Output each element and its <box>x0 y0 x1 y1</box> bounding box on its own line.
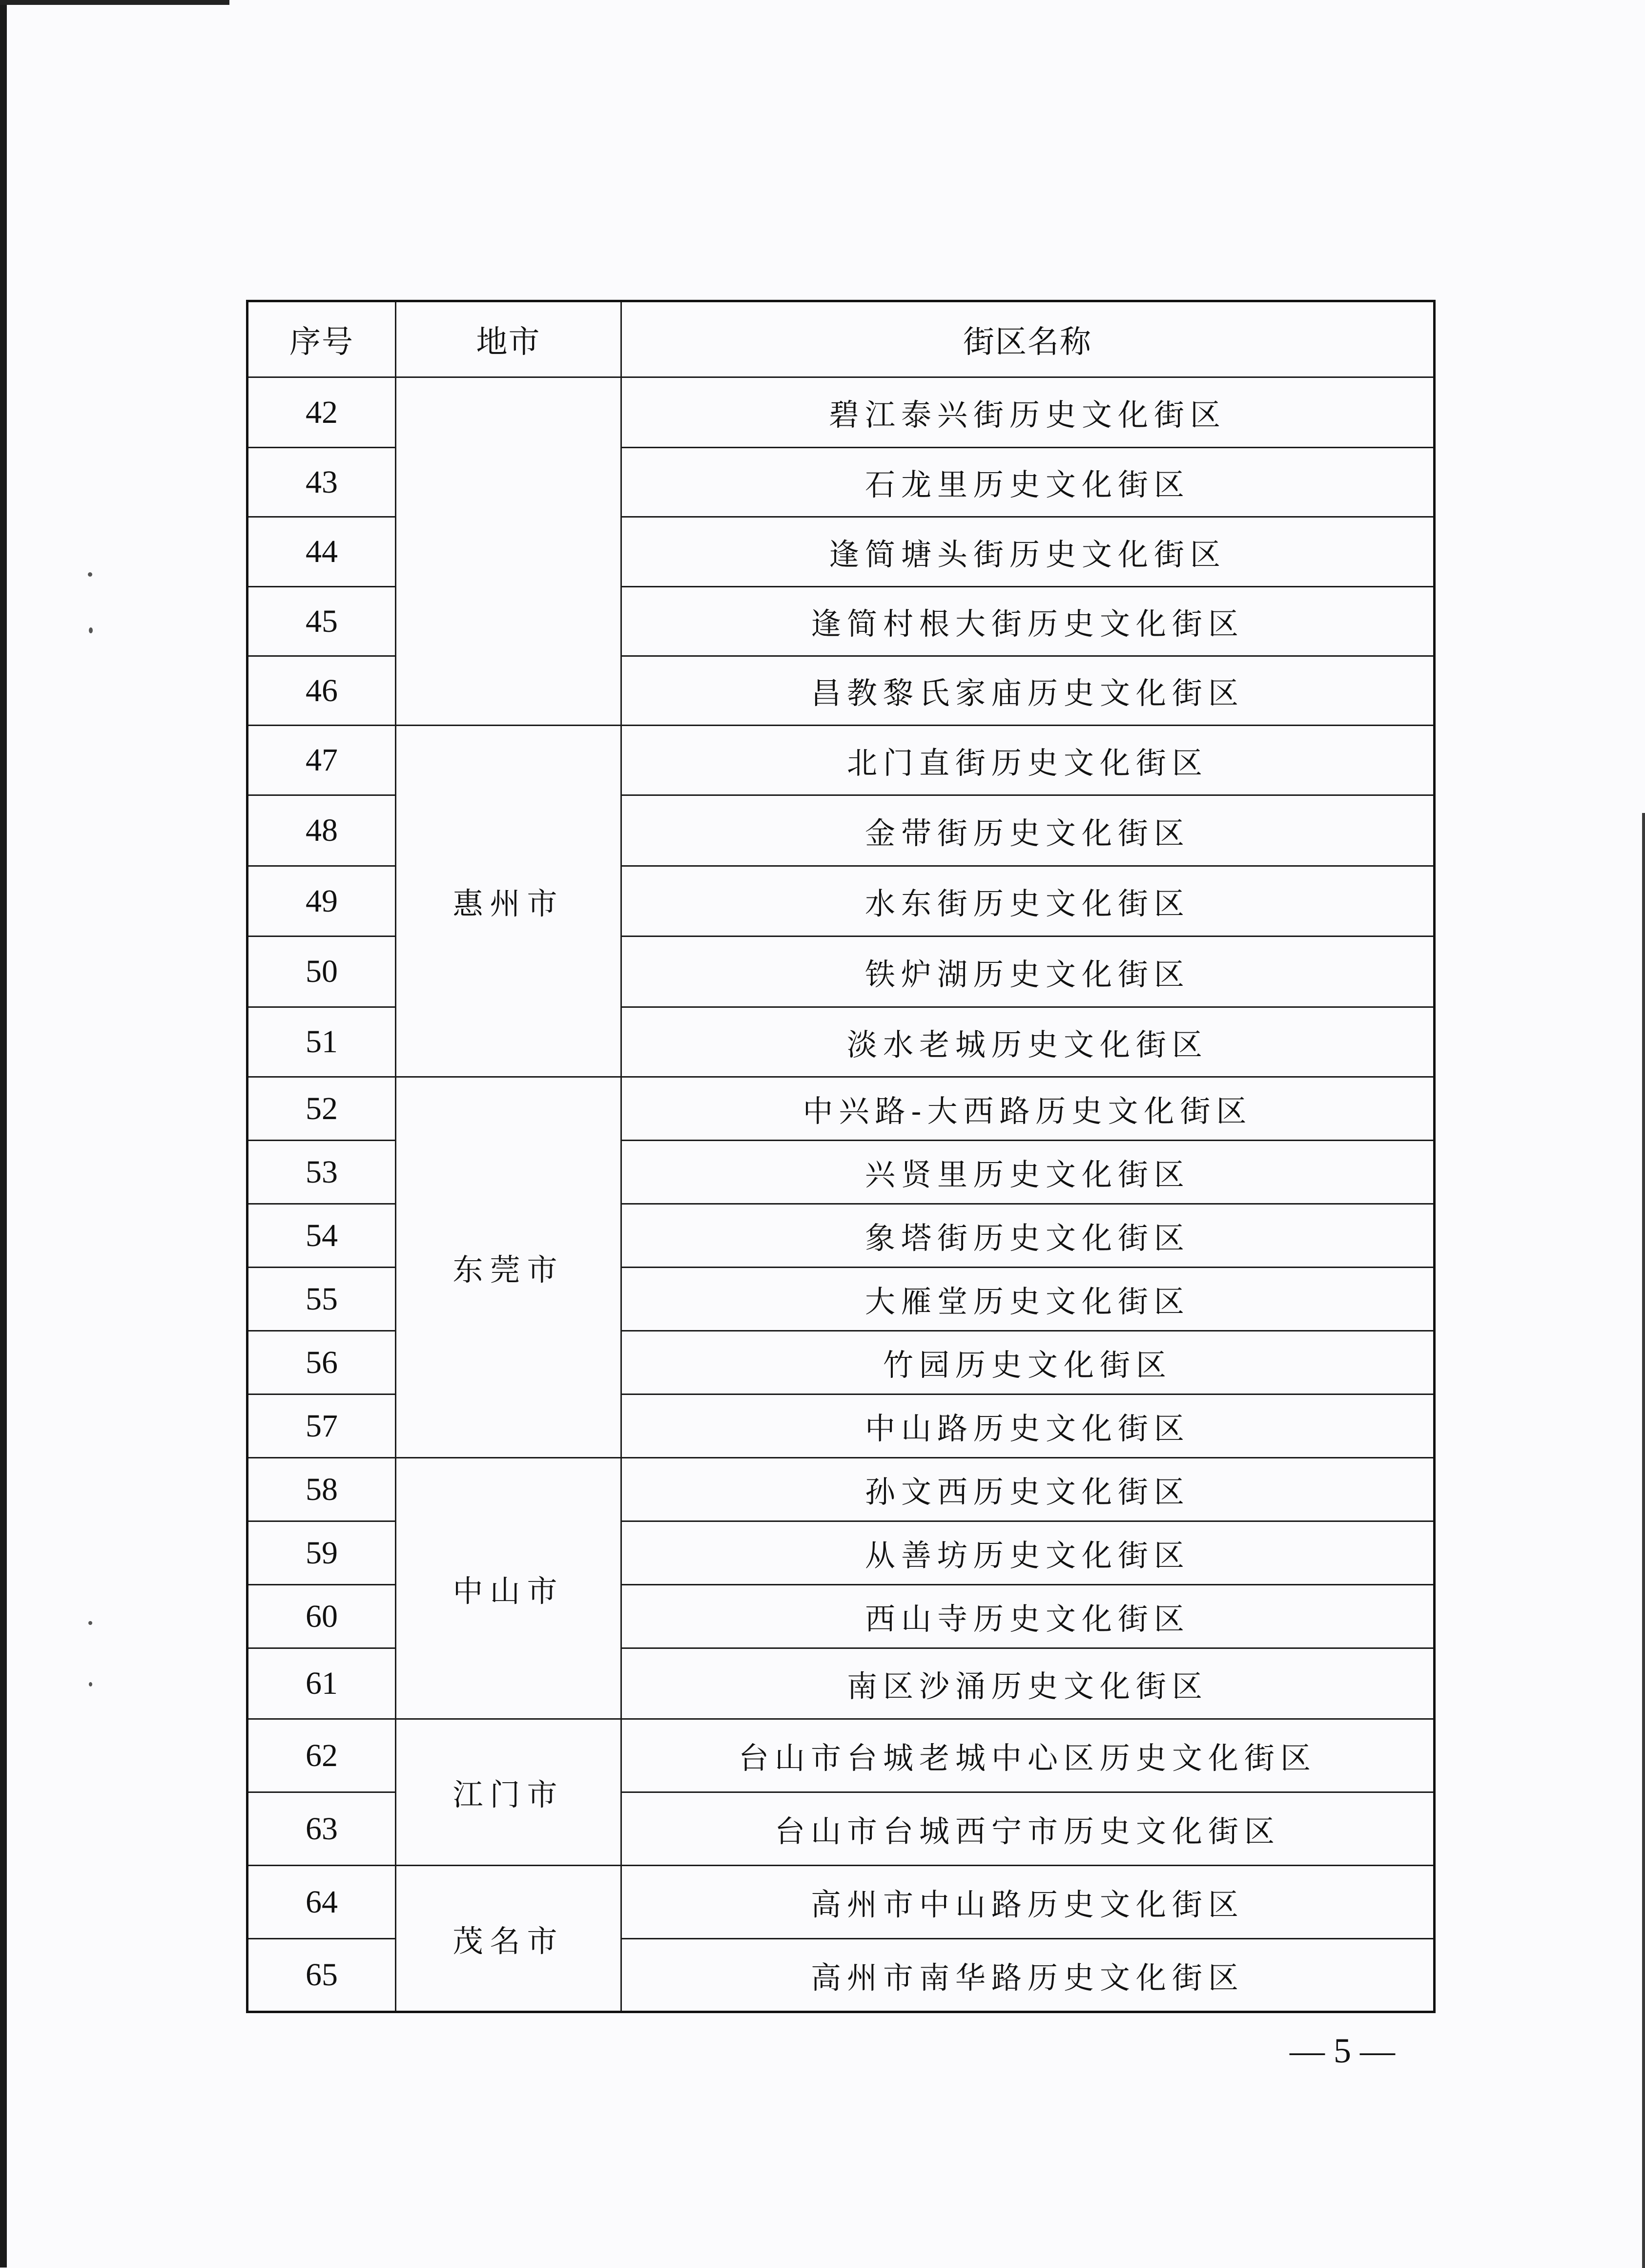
district-name-cell: 铁炉湖历史文化街区 <box>621 936 1435 1007</box>
district-name-cell: 中兴路-大西路历史文化街区 <box>621 1077 1435 1141</box>
table-row <box>247 1866 1435 1939</box>
serial-number-cell: 60 <box>247 1585 396 1648</box>
serial-number-cell: 51 <box>247 1007 396 1077</box>
scan-edge-top <box>0 0 229 5</box>
district-name-cell: 碧江泰兴街历史文化街区 <box>621 377 1435 448</box>
city-cell: 中山市 <box>396 1458 621 1719</box>
table-row <box>247 1458 1435 1521</box>
district-name-cell: 台山市台城老城中心区历史文化街区 <box>621 1719 1435 1792</box>
serial-number-cell: 47 <box>247 726 396 795</box>
serial-number-cell: 45 <box>247 587 396 656</box>
city-cell <box>396 377 621 726</box>
district-name-cell: 台山市台城西宁市历史文化街区 <box>621 1792 1435 1866</box>
city-cell: 惠州市 <box>396 726 621 1077</box>
table-row <box>247 1719 1435 1792</box>
serial-number-cell: 62 <box>247 1719 396 1792</box>
district-name-cell: 北门直街历史文化街区 <box>621 726 1435 795</box>
serial-number-cell: 56 <box>247 1331 396 1394</box>
table-row <box>247 377 1435 448</box>
header-district-name: 街区名称 <box>621 301 1435 377</box>
district-name-cell: 高州市中山路历史文化街区 <box>621 1866 1435 1939</box>
district-name-cell: 中山路历史文化街区 <box>621 1394 1435 1458</box>
scan-speck <box>88 572 92 577</box>
scan-speck <box>88 1621 92 1625</box>
scan-edge-left <box>0 0 7 2268</box>
scan-edge-right <box>1642 813 1645 2268</box>
page-number: — 5 — <box>1290 2031 1395 2070</box>
serial-number-cell: 54 <box>247 1204 396 1268</box>
serial-number-cell: 52 <box>247 1077 396 1141</box>
serial-number-cell: 55 <box>247 1268 396 1331</box>
serial-number-cell: 42 <box>247 377 396 448</box>
scan-speck <box>89 1682 92 1686</box>
serial-number-cell: 53 <box>247 1141 396 1204</box>
district-name-cell: 竹园历史文化街区 <box>621 1331 1435 1394</box>
serial-number-cell: 44 <box>247 517 396 587</box>
serial-number-cell: 46 <box>247 656 396 726</box>
district-name-cell: 孙文西历史文化街区 <box>621 1458 1435 1521</box>
serial-number-cell: 63 <box>247 1792 396 1866</box>
district-name-cell: 兴贤里历史文化街区 <box>621 1141 1435 1204</box>
serial-number-cell: 65 <box>247 1939 396 2012</box>
table-row <box>247 726 1435 795</box>
city-cell: 东莞市 <box>396 1077 621 1458</box>
serial-number-cell: 48 <box>247 795 396 866</box>
serial-number-cell: 58 <box>247 1458 396 1521</box>
district-name-cell: 大雁堂历史文化街区 <box>621 1268 1435 1331</box>
header-city: 地市 <box>396 301 621 377</box>
district-name-cell: 南区沙涌历史文化街区 <box>621 1648 1435 1719</box>
district-name-cell: 从善坊历史文化街区 <box>621 1521 1435 1585</box>
header-serial-number: 序号 <box>247 301 396 377</box>
historic-districts-table <box>246 300 1436 2013</box>
table-body <box>247 377 1435 2012</box>
serial-number-cell: 57 <box>247 1394 396 1458</box>
serial-number-cell: 49 <box>247 866 396 936</box>
district-name-cell: 高州市南华路历史文化街区 <box>621 1939 1435 2012</box>
serial-number-cell: 50 <box>247 936 396 1007</box>
serial-number-cell: 64 <box>247 1866 396 1939</box>
city-cell: 江门市 <box>396 1719 621 1866</box>
district-name-cell: 淡水老城历史文化街区 <box>621 1007 1435 1077</box>
district-name-cell: 西山寺历史文化街区 <box>621 1585 1435 1648</box>
table-row <box>247 1077 1435 1141</box>
district-name-cell: 金带街历史文化街区 <box>621 795 1435 866</box>
district-name-cell: 昌教黎氏家庙历史文化街区 <box>621 656 1435 726</box>
table-header-row <box>247 301 1435 377</box>
city-cell: 茂名市 <box>396 1866 621 2012</box>
district-name-cell: 象塔街历史文化街区 <box>621 1204 1435 1268</box>
district-name-cell: 逢简塘头街历史文化街区 <box>621 517 1435 587</box>
scan-speck <box>89 627 93 633</box>
serial-number-cell: 59 <box>247 1521 396 1585</box>
district-name-cell: 石龙里历史文化街区 <box>621 448 1435 517</box>
serial-number-cell: 43 <box>247 448 396 517</box>
district-name-cell: 逢简村根大街历史文化街区 <box>621 587 1435 656</box>
serial-number-cell: 61 <box>247 1648 396 1719</box>
district-name-cell: 水东街历史文化街区 <box>621 866 1435 936</box>
